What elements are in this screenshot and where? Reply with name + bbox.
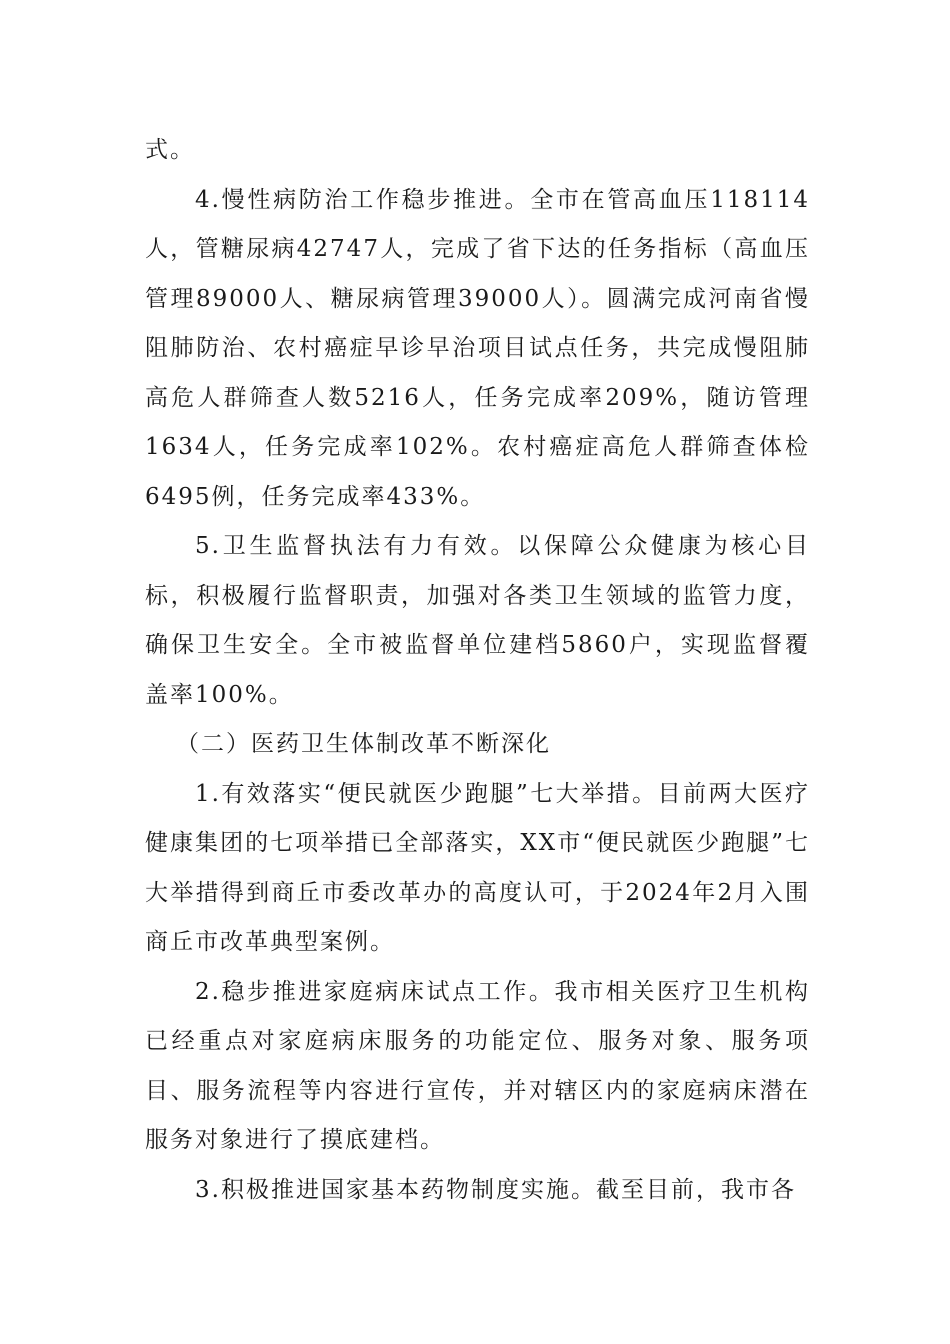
paragraph-continuation: 式。	[145, 137, 195, 163]
section-heading-reform: （二）医药卫生体制改革不断深化	[176, 731, 551, 757]
paragraph-health-supervision: 5.卫生监督执法有力有效。以保障公众健康为核心目标，积极履行监督职责，加强对各类卫生领域的监管力度，确保卫生安全。全市被监督单位建档5860户，实现监督覆盖率100%。	[145, 533, 810, 708]
document-body	[145, 126, 810, 1215]
paragraph-chronic-disease: 4.慢性病防治工作稳步推进。全市在管高血压118114人，管糖尿病42747人，完成了省下达的任务指标（高血压管理89000人、糖尿病管理39000人）。圆满完成河南省慢阻肺防治、农村癌症早诊早治项目试点任务，共完成慢阻肺高危人群筛查人数5216人，任务完成率209%，随访管理1634人，任务完成率102%。农村癌症高危人群筛查体检6495例，任务完成率433%。	[145, 186, 810, 510]
paragraph-family-sickbed: 2.稳步推进家庭病床试点工作。我市相关医疗卫生机构已经重点对家庭病床服务的功能定位、服务对象、服务项目、服务流程等内容进行宣传，并对辖区内的家庭病床潜在服务对象进行了摸底建档。	[145, 978, 810, 1153]
paragraph-essential-drugs: 3.积极推进国家基本药物制度实施。截至目前，我市各	[195, 1176, 796, 1203]
paragraph-convenient-care: 1.有效落实“便民就医少跑腿”七大举措。目前两大医疗健康集团的七项举措已全部落实，XX市“便民就医少跑腿”七大举措得到商丘市委改革办的高度认可，于2024年2月入围商丘市改革典型案例。	[145, 780, 810, 955]
